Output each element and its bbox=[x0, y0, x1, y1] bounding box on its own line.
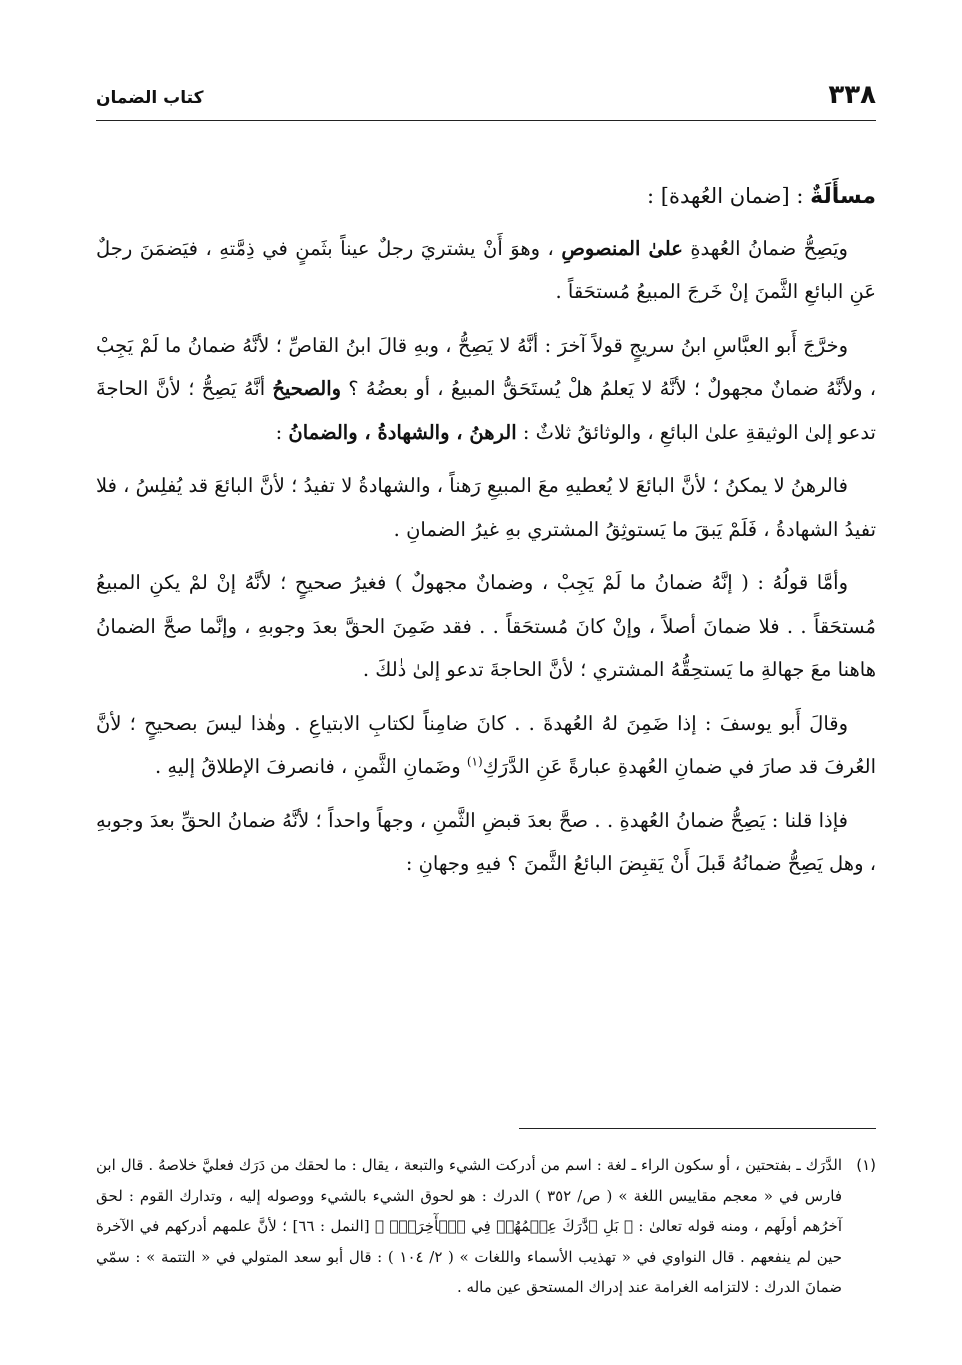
masala-word: مسأَلَةٌ bbox=[810, 184, 876, 209]
text-run: ويَصِحُّ ضمانُ العُهدةِ bbox=[682, 236, 848, 260]
bold-text: والصحيحُ bbox=[272, 377, 342, 400]
page-number: ٣٣٨ bbox=[828, 80, 876, 110]
text-run: وضَمانِ الثَّمنِ ، فانصرفَ الإطلاقُ إليهِ . bbox=[154, 755, 467, 778]
paragraph-6: فإذا قلنا : يَصِحُّ ضمانُ العُهدةِ . . صحَّ بعدَ قبضِ الثَّمنِ ، وجهاً واحداً ؛ لأنَّهُ ضمانُ الحقِّ بعدَ وجوبهِ ، وهل يَصِحُّ ضمانُهُ قَبلَ أَنْ يَقبِضَ البائعُ الثَّمنَ ؟ فيهِ وجهانِ : bbox=[96, 808, 876, 875]
text-run: أنَّهُ يَصِحُّ ؛ لأنَّ الحاجةَ تدعو إلىٰ الوثيقةِ علىٰ البائعِ ، والوثائقُ ثلاثٌ : bbox=[96, 377, 876, 444]
book-page bbox=[96, 70, 876, 1340]
main-text bbox=[96, 175, 876, 896]
paragraph-5 bbox=[96, 702, 876, 789]
text-run: : bbox=[275, 420, 289, 444]
paragraph-3: فالرهنُ لا يمكنُ ؛ لأنَّ البائعَ لا يُعطيهِ معَ المبيعِ رَهناً ، والشهادةُ لا تفيدُ ؛ لأنَّ البائعَ قد يُفلِسُ ، فلا تفيدُ الشهادةُ ، فَلَمْ يَبقَ ما يَستوثِقُ المشتري بهِ غيرُ الضمانِ . bbox=[96, 474, 876, 541]
paragraph-4: وأمَّا قولُهُ : ( إنَّهُ ضمانُ ما لَمْ يَجِبْ ، وضمانٌ مجهولٌ ) فغيرُ صحيحٍ ؛ لأنَّهُ إنْ لمْ يكنِ المبيعُ مُستحَقاً . . فلا ضمانَ أصلاً ، وإنْ كانَ مُستحَقاً . . فقد ضَمِنَ الحقَّ بعدَ وجوبهِ ، وإنَّما صحَّ الضمانُ هاهنا معَ جهالةِ ما يَستحِقُّهُ المشتري ؛ لأنَّ الحاجةَ تدعو إلىٰ ذٰلكَ . bbox=[96, 571, 876, 681]
bold-text: علىٰ المنصوصِ bbox=[561, 236, 683, 260]
book-title: كتاب الضمان bbox=[96, 88, 204, 108]
footnote-item bbox=[96, 1150, 876, 1303]
paragraph-1 bbox=[96, 227, 876, 314]
footnotes bbox=[96, 1150, 876, 1303]
text-run: وخرَّجَ أَبو العبَّاسِ ابنُ سريجٍ قولاً آخرَ : أنَّهُ لا يَصِحُّ ، وبهِ قالَ ابنُ القاصِّ ؛ لأنَّهُ ضمانُ ما لَمْ يَجِبْ ، ولأنَّهُ ضمانٌ مجهولٌ ؛ لأنَّهُ لا يَعلمُ هلْ يُستَحَقُّ المبيعُ ، أو بعضُهُ ؟ bbox=[96, 333, 876, 400]
running-header bbox=[96, 80, 876, 121]
footnote-divider bbox=[519, 1128, 876, 1129]
paragraph-2 bbox=[96, 324, 876, 455]
footnote-number: (١) bbox=[856, 1156, 876, 1174]
text-run: وقالَ أَبو يوسفَ : إذا ضَمِنَ لهُ العُهدةَ . . كانَ ضامِناً لكتابِ الابتياعِ . وهٰذا ليسَ بصحيحٍ ؛ لأنَّ العُرفَ قد صارَ في ضمانِ العُهدةِ عبارةً عَنِ الدَّرَكِ bbox=[96, 711, 876, 778]
footnote-text: الدَّرَك ـ بفتحتين ، أو سكون الراء ـ لغة : اسم من أدركت الشيء والتبعة ، يقال : ما لحقك من دَرَك فعليَّ خلاصهُ . قال ابن فارس في « معجم مقاييس اللغة » ( ص/ ٣٥٢ ) الدرك : هو لحوق الشيء بالشيء ووصوله إليه ، وتدارك القوم : لحق آخرُهم أولَهم ، ومنه قوله تعالىٰ : ﴿ بَلِ ٱدَّٰرَكَ عِلۡمُهُمۡ فِي ٱلۡأٓخِرَةِۚ ﴾ [النمل : ٦٦] ؛ لأنَّ علمهم أدركهم في الآخرة حين لم ينفعهم . قال النواوي في « تهذيب الأسماء واللغات » ( ٢/ ١٠٤ ) : قال أبو سعد المتولي في « التتمة » : سمّي ضمانَ الدرك : لالتزامه الغرامة عند إدراك المستحق عين ماله . bbox=[96, 1156, 843, 1296]
footnote-marker[interactable]: (١) bbox=[466, 754, 483, 769]
section-heading bbox=[96, 175, 876, 219]
masala-title: : [ضمان العُهدة] : bbox=[647, 184, 811, 208]
text-run: ، وهوَ أَنْ يشتريَ رجلٌ عيناً بثَمنٍ في ذِمَّتهِ ، فيَضمَنَ رجلٌ عَنِ البائعِ الثَّمنَ إنْ خَرجَ المبيعُ مُستحَقاً . bbox=[96, 236, 876, 303]
bold-text: الرهنُ ، والشهادةُ ، والضمانُ bbox=[288, 420, 517, 444]
